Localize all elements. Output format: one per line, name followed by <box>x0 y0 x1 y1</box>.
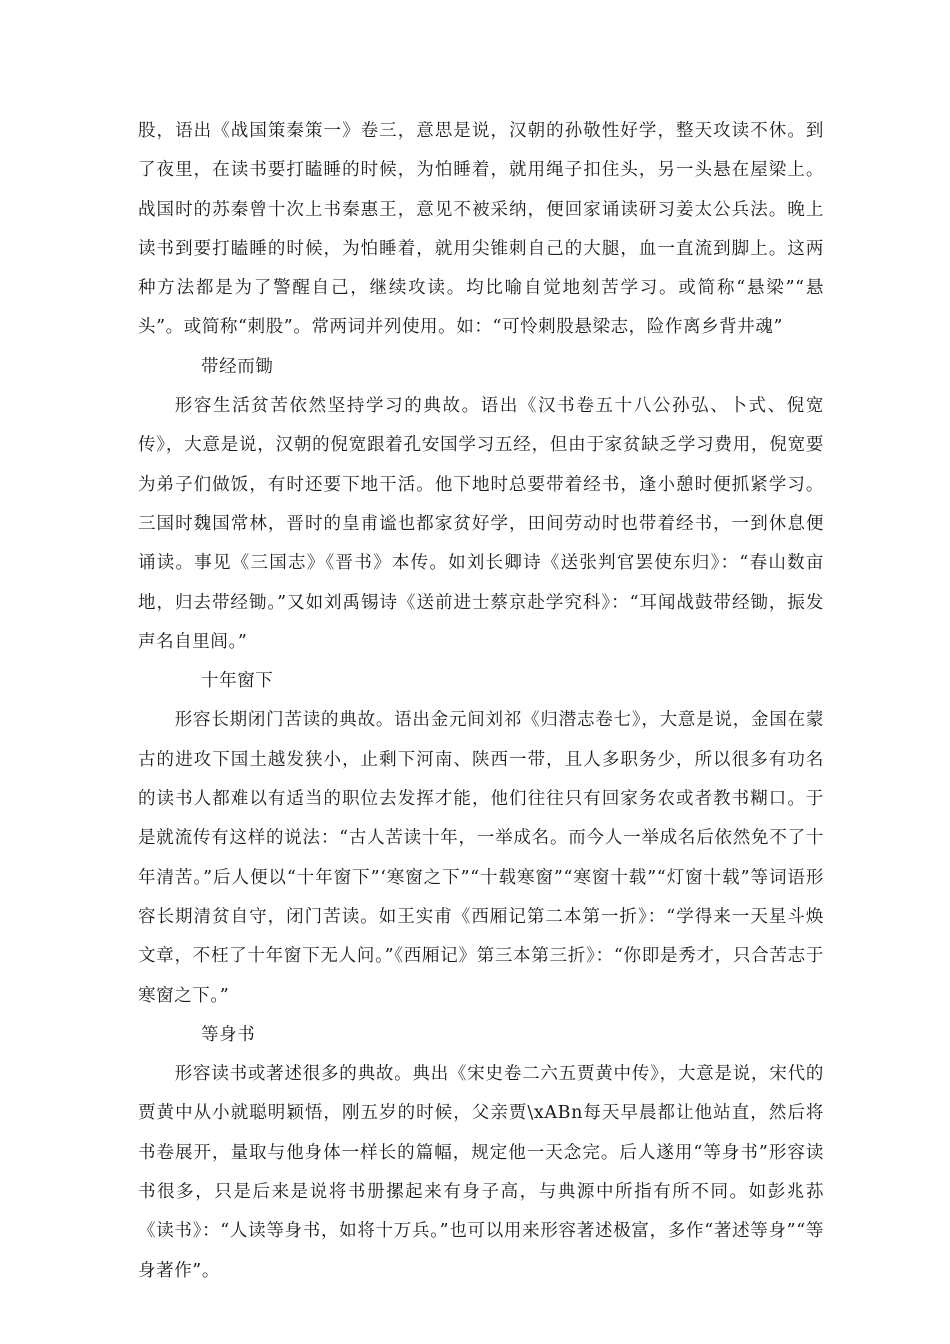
paragraph-xuanliang-cigu: 股，语出《战国策秦策一》卷三，意思是说，汉朝的孙敬性好学，整天攻读不休。到了夜里，在读书要打瞌睡的时候，为怕睡着，就用绳子扣住头，另一头悬在屋梁上。战国时的苏秦曾十次上书秦惠王，意见不被采纳，便回家诵读研习姜太公兵法。晚上读书到要打瞌睡的时候，为怕睡着，就用尖锥刺自己的大腿，血一直流到脚上。这两种方法都是为了警醒自己，继续攻读。均比喻自觉地刻苦学习。或简称“悬梁”“悬头”。或简称“刺股”。常两词并列使用。如：“可怜刺股悬梁志，险作离乡背井魂” <box>138 121 824 338</box>
paragraph-shinian-chuangxia: 形容长期闭门苦读的典故。语出金元间刘祁《归潜志卷七》，大意是说，金国在蒙古的进攻下国土越发狭小，止剩下河南、陕西一带，且人多职务少，所以很多有功名的读书人都难以有适当的职位去发挥才能，他们往往只有回家务农或者教书糊口。于是就流传有这样的说法：“古人苦读十年，一举成名。而今人一举成名后依然免不了十年清苦。”后人便以“十年窗下”‘寒窗之下”“十载寒窗”“寒窗十载”“灯窗十载”等词语形容长期清贫自守，闭门苦读。如王实甫《西厢记第二本第一折》：“学得来一天星斗焕文章，不枉了十年窗下无人问。”《西厢记》第三本第三折》：“你即是秀才，只合苦志于寒窗之下。” <box>138 710 824 1006</box>
section-heading-daijing-erchu: 带经而锄 <box>201 356 274 377</box>
paragraph-daijing-erchu: 形容生活贫苦依然坚持学习的典故。语出《汉书卷五十八公孙弘、卜式、倪宽传》，大意是说，汉朝的倪宽跟着孔安国学习五经，但由于家贫缺乏学习费用，倪宽要为弟子们做饭，有时还要下地干活。他下地时总要带着经书，逢小憩时便抓紧学习。三国时魏国常林，晋时的皇甫谧也都家贫好学，田间劳动时也带着经书，一到休息便诵读。事见《三国志》《晋书》本传。如刘长卿诗《送张判官罢使东归》：“春山数亩地，归去带经锄。”又如刘禹锡诗《送前进士蔡京赴学究科》：“耳闻战鼓带经锄，振发声名自里闾。” <box>138 396 824 652</box>
section-heading-shinian-chuangxia: 十年窗下 <box>201 671 274 692</box>
section-heading-dengshenshu: 等身书 <box>201 1024 256 1045</box>
paragraph-dengshenshu: 形容读书或著述很多的典故。典出《宋史卷二六五贾黄中传》，大意是说，宋代的贾黄中从小就聪明颖悟，刚五岁的时候，父亲贾\xABn每天早晨都让他站直，然后将书卷展开，量取与他身体一样长的篇幅，规定他一天念完。后人遂用“等身书”形容读书很多，只是后来是说将书册摞起来有身子高，与典源中所指有所不同。如彭兆荪《读书》：“人读等身书，如将十万兵。”也可以用来形容著述极富，多作“著述等身”“等身著作”。 <box>138 1064 824 1281</box>
document-page <box>138 112 824 1291</box>
